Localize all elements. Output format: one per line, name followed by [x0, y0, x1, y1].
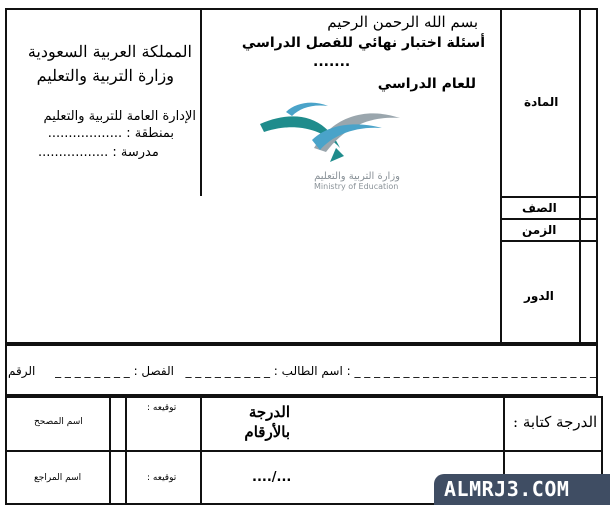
signature-label-2: : توقيعه — [147, 473, 177, 483]
class-field: الفصل : _ _ _ _ _ _ _ _ — [55, 364, 174, 378]
watermark-text: ALMRJ3.COM — [444, 477, 570, 501]
time-label: الزمن — [522, 223, 557, 237]
logo-leaf — [286, 103, 328, 116]
round-label: الدور — [524, 289, 554, 303]
logo-arabic-caption: وزارة التربية والتعليم — [314, 171, 400, 182]
kingdom-name: المملكة العربية السعودية — [27, 42, 192, 61]
student-name-field: _ _ _ _ _ _ _ _ _ : اسم الطالب : _ _ _ _ _ _ _ _ _ _ _ _ _ _ _ _ _ _ _ _ _ _ _ _ _ — [185, 364, 596, 378]
divider — [500, 8, 502, 344]
divider — [200, 396, 202, 505]
divider — [5, 450, 603, 452]
ministry-name: وزارة التربية والتعليم — [36, 66, 174, 85]
academic-year: للعام الدراسي — [377, 76, 476, 92]
divider — [109, 396, 111, 505]
numeric-grade-label-2: بالأرقام — [244, 423, 290, 441]
school-field: ................. : مدرسة — [38, 145, 159, 160]
grade-label: الصف — [522, 201, 557, 215]
title-dots: ....... — [313, 54, 351, 70]
reviewer-label: اسم المراجع — [34, 473, 82, 483]
grade-fraction: ..../... — [252, 470, 292, 485]
numeric-grade-label: الدرجة — [248, 403, 290, 421]
divider — [500, 218, 598, 220]
site-watermark — [434, 474, 610, 505]
logo-stem — [330, 148, 344, 162]
divider — [500, 196, 598, 198]
subject-label: المادة — [524, 95, 559, 109]
divider — [500, 240, 598, 242]
divider — [200, 8, 202, 196]
divider — [579, 8, 581, 344]
admin-name: الإدارة العامة للتربية والتعليم — [43, 109, 196, 124]
divider — [125, 396, 127, 505]
signature-label-1: : توقيعه — [147, 403, 177, 413]
number-label: الرقم — [8, 364, 36, 378]
corrector-label: اسم المصحح — [34, 417, 83, 427]
exam-title: أسئلة اختبار نهائي للفصل الدراسي — [241, 35, 485, 51]
basmala: بسم الله الرحمن الرحيم — [327, 13, 478, 31]
region-field: بمنطقة : .................. — [47, 126, 174, 141]
written-grade-label: : الدرجة كتابة — [513, 413, 598, 431]
logo-english-caption: Ministry of Education — [314, 182, 399, 191]
